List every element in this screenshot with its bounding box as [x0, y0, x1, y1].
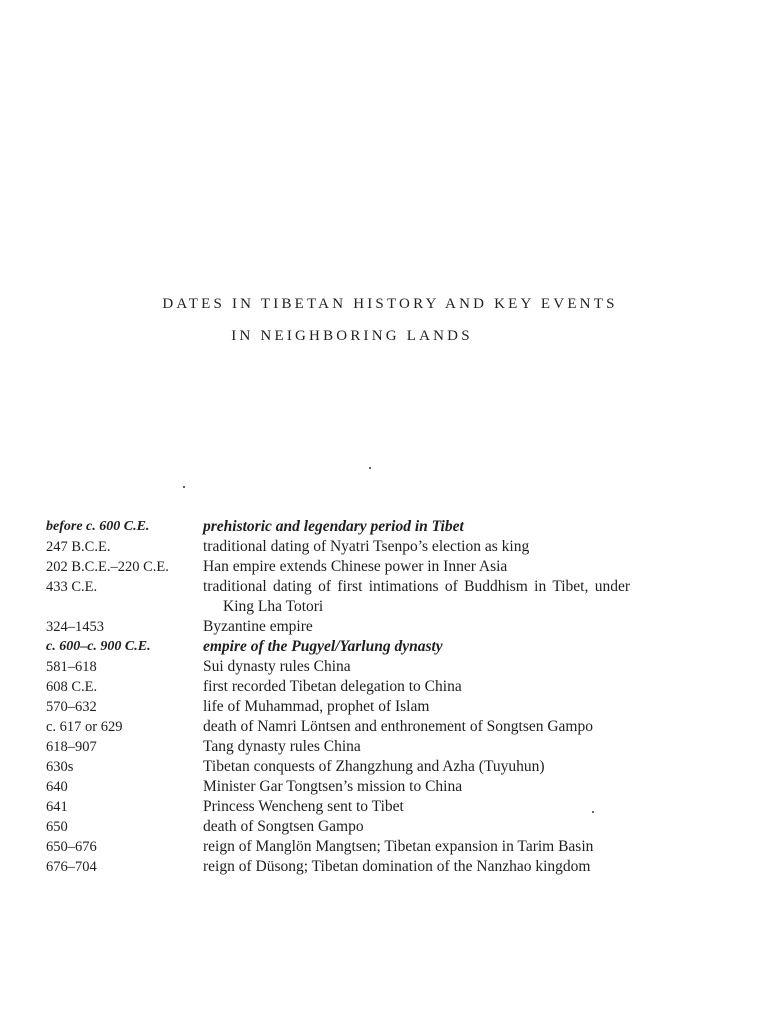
timeline-row: [46, 757, 646, 777]
timeline-date: 618–907: [46, 739, 97, 755]
timeline-list: [46, 517, 646, 877]
timeline-date: 650: [46, 819, 68, 835]
timeline-date: 581–618: [46, 659, 97, 675]
timeline-row: [46, 837, 646, 857]
timeline-date: 570–632: [46, 699, 97, 715]
timeline-row: [46, 557, 646, 577]
page-title-line-1: DATES IN TIBETAN HISTORY AND KEY EVENTS: [162, 296, 618, 312]
timeline-event: Princess Wencheng sent to Tibet: [203, 798, 404, 815]
timeline-date: 640: [46, 779, 68, 795]
timeline-date: 202 B.C.E.–220 C.E.: [46, 559, 169, 575]
timeline-row: [46, 817, 646, 837]
timeline-row: [46, 677, 646, 697]
timeline-event: Byzantine empire: [203, 618, 313, 635]
timeline-event: empire of the Pugyel/Yarlung dynasty: [203, 638, 443, 655]
timeline-date: c. 600–c. 900 C.E.: [46, 639, 151, 654]
timeline-row: [46, 797, 646, 817]
timeline-event: reign of Düsong; Tibetan domination of the Nanzhao kingdom: [203, 858, 591, 875]
timeline-row: [46, 637, 646, 657]
timeline-row: [46, 537, 646, 557]
timeline-event: Han empire extends Chinese power in Inner Asia: [203, 558, 508, 575]
timeline-row: [46, 717, 646, 737]
timeline-date: 650–676: [46, 839, 97, 855]
timeline-event: death of Songtsen Gampo: [203, 818, 364, 835]
timeline-row: [46, 517, 646, 537]
timeline-event: life of Muhammad, prophet of Islam: [203, 698, 430, 715]
scan-speck: [183, 486, 185, 488]
timeline-event: Tibetan conquests of Zhangzhung and Azha (Tuyuhun): [203, 758, 545, 775]
timeline-date: 247 B.C.E.: [46, 539, 111, 555]
timeline-date: 608 C.E.: [46, 679, 98, 695]
timeline-row: [46, 777, 646, 797]
timeline-event: reign of Manglön Mangtsen; Tibetan expansion in Tarim Basin: [203, 838, 594, 855]
timeline-row: [46, 577, 646, 617]
timeline-date: before c. 600 C.E.: [46, 519, 150, 534]
scan-speck: [369, 467, 371, 469]
timeline-row: [46, 737, 646, 757]
timeline-date: 324–1453: [46, 619, 104, 635]
timeline-event: Minister Gar Tongtsen’s mission to China: [203, 778, 463, 795]
timeline-row: [46, 857, 646, 877]
timeline-date: 641: [46, 799, 68, 815]
timeline-event: Tang dynasty rules China: [203, 738, 361, 755]
page-title-line-2: IN NEIGHBORING LANDS: [231, 328, 473, 344]
timeline-row: [46, 657, 646, 677]
timeline-event: death of Namri Löntsen and enthronement of Songtsen Gampo: [203, 718, 593, 735]
timeline-date: 676–704: [46, 859, 97, 875]
timeline-row: [46, 617, 646, 637]
timeline-date: 630s: [46, 759, 74, 775]
timeline-event: prehistoric and legendary period in Tibet: [203, 518, 464, 535]
timeline-event: first recorded Tibetan delegation to China: [203, 678, 462, 695]
timeline-date: c. 617 or 629: [46, 719, 123, 735]
timeline-event: Sui dynasty rules China: [203, 658, 351, 675]
timeline-date: 433 C.E.: [46, 579, 98, 595]
timeline-event: traditional dating of first intimations of Buddhism in Tibet, under King Lha Totori: [203, 578, 630, 615]
timeline-event: traditional dating of Nyatri Tsenpo’s election as king: [203, 538, 530, 555]
timeline-row: [46, 697, 646, 717]
